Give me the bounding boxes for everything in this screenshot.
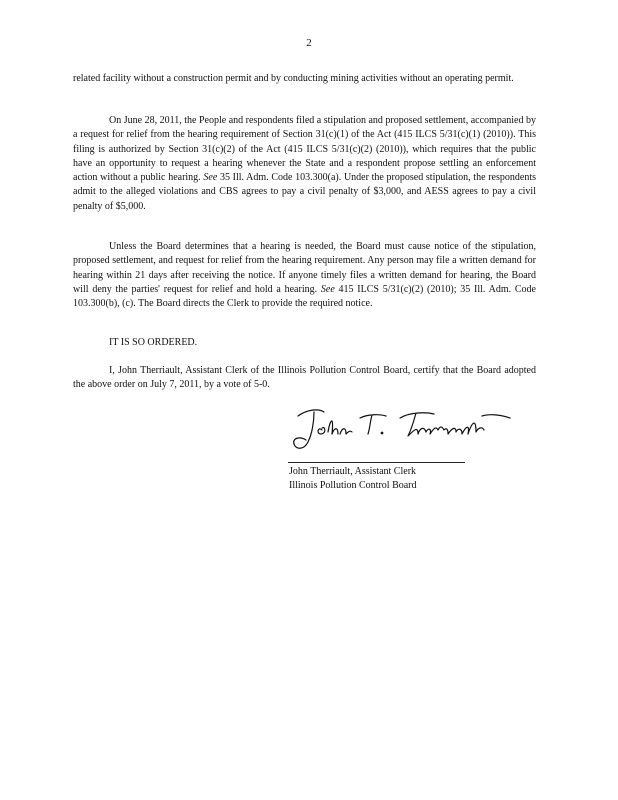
so-ordered: IT IS SO ORDERED. [109, 337, 198, 348]
signature-line [288, 462, 465, 463]
signatory-organization: Illinois Pollution Control Board [289, 480, 417, 491]
paragraph-stipulation [73, 114, 536, 214]
paragraph-continuation: related facility without a construction permit and by conducting mining activities without an operating permit. [73, 73, 514, 84]
handwritten-signature [288, 400, 528, 456]
page-number: 2 [306, 37, 312, 49]
notice-text-a: Unless the Board determines that a hearing is needed, the Board must cause notice of the stipulation, proposed settlement, and request for relief from the hearing requirement. Any person may file a written demand for hearing within 21 days after receiving the notice. If anyone timely files a written demand for hearing, the Board will deny the parties' request for relief and hold a hearing. [73, 241, 536, 295]
signatory-name: John Therriault, Assistant Clerk [289, 466, 417, 477]
certification-paragraph: I, John Therriault, Assistant Clerk of the Illinois Pollution Control Board, certify that the Board adopted the above order on July 7, 2011, by a vote of 5-0. [73, 365, 536, 391]
notice-text-b: 415 ILCS 5/31(c)(2) (2010); 35 Ill. Adm. Code 103.300(b), (c). The Board directs the Clerk to provide the required notice. [73, 283, 536, 310]
see-citation-1: See [203, 172, 218, 184]
see-citation-2: See [320, 283, 335, 295]
paragraph-notice [73, 240, 536, 311]
stipulation-text-b: 35 Ill. Adm. Code 103.300(a). Under the proposed stipulation, the respondents admit to the alleged violations and CBS agrees to pay a civil penalty of $3,000, and AESS agrees to pay a civil penalty of $5,000. [73, 172, 536, 212]
stipulation-text-a: On June 28, 2011, the People and respondents filed a stipulation and proposed settlement, accompanied by a request for relief from the hearing requirement of Section 31(c)(1) of the Act (415 ILCS 5/31(c)(1) (2010)). This filing is authorized by Section 31(c)(2) of the Act (415 ILCS 5/31(c)(2) (2010)), which requires that the public have an opportunity to request a hearing whenever the State and a respondent propose settling an enforcement action without a public hearing. [73, 115, 536, 184]
